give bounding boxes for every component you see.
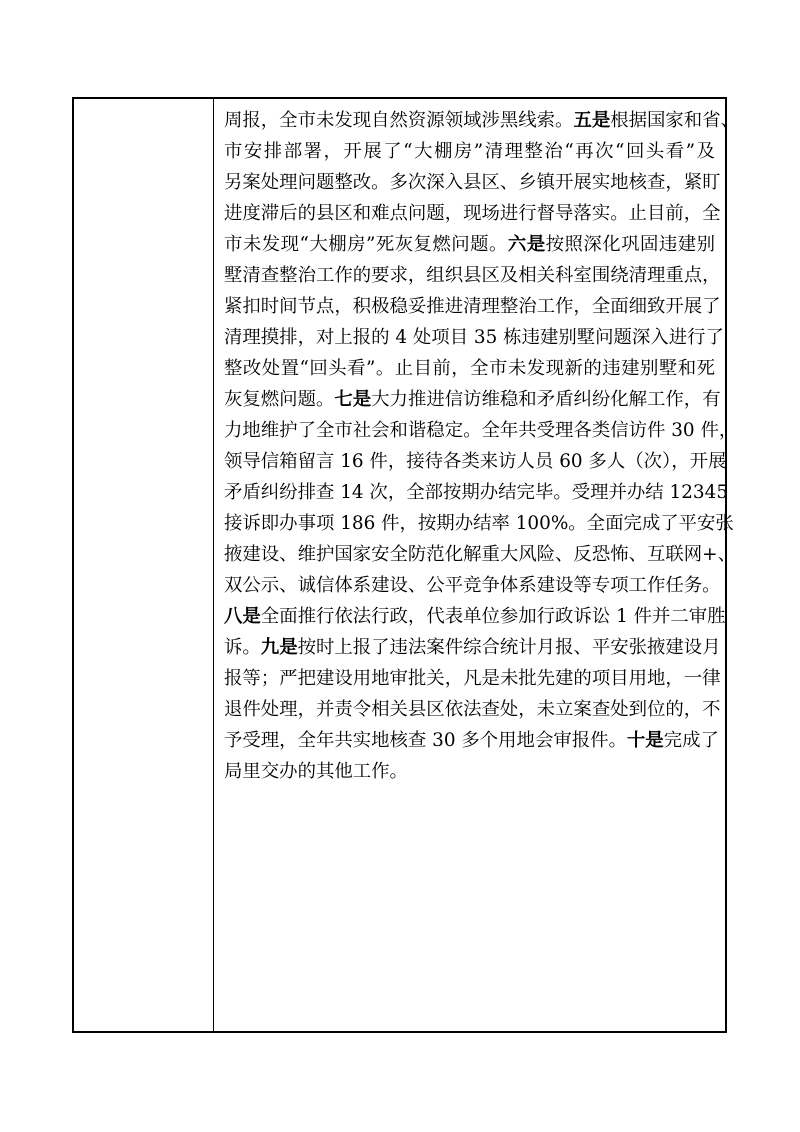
text-line: [224, 229, 715, 260]
text-run: 另案处理问题整改。多次深入县区、乡镇开展实地核查，紧盯: [224, 172, 721, 193]
item-marker: 六是: [507, 234, 546, 255]
text-line: [224, 105, 739, 136]
text-run: 清理摸排，对上报的 4 处项目 35 栋违建别墅问题深入进行了: [224, 327, 724, 348]
text-run: 完成了: [663, 730, 719, 751]
text-run: 全面推行依法行政，代表单位参加行政诉讼 1 件并二审胜: [260, 606, 726, 627]
text-run: 根据国家和省、: [610, 110, 739, 131]
text-line: [224, 198, 721, 229]
text-line: [224, 477, 729, 508]
text-line: [224, 570, 721, 601]
item-marker: 七是: [334, 389, 372, 410]
text-line: [224, 725, 719, 756]
text-line: [224, 694, 721, 725]
text-run: 进度滞后的县区和难点问题，现场进行督导落实。止目前，全: [224, 203, 721, 224]
text-line: [224, 601, 726, 632]
text-line: [224, 508, 734, 539]
item-marker: 五是: [573, 110, 611, 131]
text-run: 局里交办的其他工作。: [224, 761, 408, 782]
table-left-cell: [74, 99, 214, 1031]
item-marker: 八是: [224, 606, 261, 627]
text-run: 诉。: [224, 637, 261, 658]
text-run: 按照深化巩固违建别: [545, 234, 715, 255]
table-content-cell: [214, 99, 739, 1031]
item-marker: 十是: [626, 730, 664, 751]
text-line: [224, 384, 721, 415]
text-run: 市安排部署，开展了“大棚房”清理整治“再次“回头看”及: [224, 141, 715, 162]
text-run: 力地维护了全市社会和谐稳定。全年共受理各类信访件 30 件，: [224, 420, 738, 441]
text-line: [224, 322, 724, 353]
text-run: 退件处理，并责令相关县区依法查处，未立案查处到位的，不: [224, 699, 721, 720]
text-run: 双公示、诚信体系建设、公平竞争体系建设等专项工作任务。: [224, 575, 721, 596]
text-line: [224, 756, 715, 787]
text-run: 领导信箱留言 16 件，接待各类来访人员 60 多人（次），开展: [224, 451, 727, 472]
text-line: [224, 291, 721, 322]
text-line: [224, 632, 721, 663]
text-line: [224, 446, 727, 477]
text-run: 报等；严把建设用地审批关，凡是未批先建的项目用地，一律: [224, 668, 721, 689]
text-run: 整改处置“回头看”。止目前，全市未发现新的违建别墅和死: [224, 358, 715, 379]
item-marker: 九是: [260, 637, 298, 658]
text-run: 市未发现“大棚房”死灰复燃问题。: [224, 234, 508, 255]
report-table: [72, 97, 739, 1033]
text-run: 接诉即办事项 186 件，按期办结率 100%。全面完成了平安张: [224, 513, 734, 534]
text-line: [224, 663, 721, 694]
text-run: 周报，全市未发现自然资源领域涉黑线索。: [224, 110, 574, 131]
text-run: 予受理，全年共实地核查 30 多个用地会审报件。: [224, 730, 627, 751]
text-run: 大力推进信访维稳和矛盾纠纷化解工作，有: [371, 389, 721, 410]
text-run: 掖建设、维护国家安全防范化解重大风险、反恐怖、互联网+、: [224, 544, 736, 565]
text-run: 紧扣时间节点，积极稳妥推进清理整治工作，全面细致开展了: [224, 296, 721, 317]
text-run: 灰复燃问题。: [224, 389, 335, 410]
text-line: [224, 260, 721, 291]
text-line: [224, 353, 715, 384]
text-run: 按时上报了违法案件综合统计月报、平安张掖建设月: [297, 637, 721, 658]
text-line: [224, 136, 715, 167]
text-line: [224, 415, 738, 446]
text-run: 矛盾纠纷排查 14 次，全部按期办结完毕。受理并办结 12345: [224, 482, 729, 503]
text-run: 墅清查整治工作的要求，组织县区及相关科室围绕清理重点，: [224, 265, 721, 286]
text-line: [224, 539, 736, 570]
text-line: [224, 167, 721, 198]
